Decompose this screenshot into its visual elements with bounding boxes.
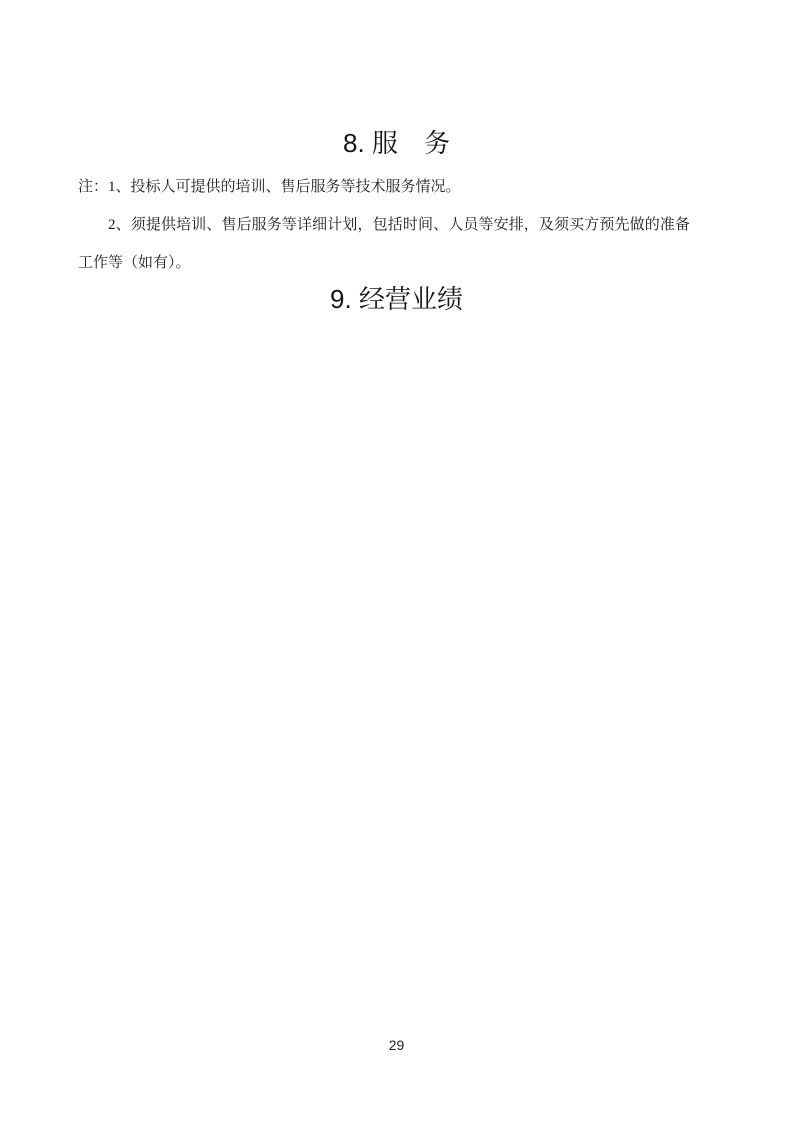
service-note-paragraph-2: 2、须提供培训、售后服务等详细计划，包括时间、人员等安排，及须买方预先做的准备工作等（如有）。 <box>78 217 690 271</box>
section-heading-service: 8. 服 务 <box>343 128 450 158</box>
service-note-paragraph-1: 注：1、投标人可提供的培训、售后服务等技术服务情况。 <box>78 179 461 195</box>
page-number: 29 <box>388 1037 405 1053</box>
page-content <box>78 0 715 316</box>
section-heading-performance: 9. 经营业绩 <box>330 284 463 314</box>
